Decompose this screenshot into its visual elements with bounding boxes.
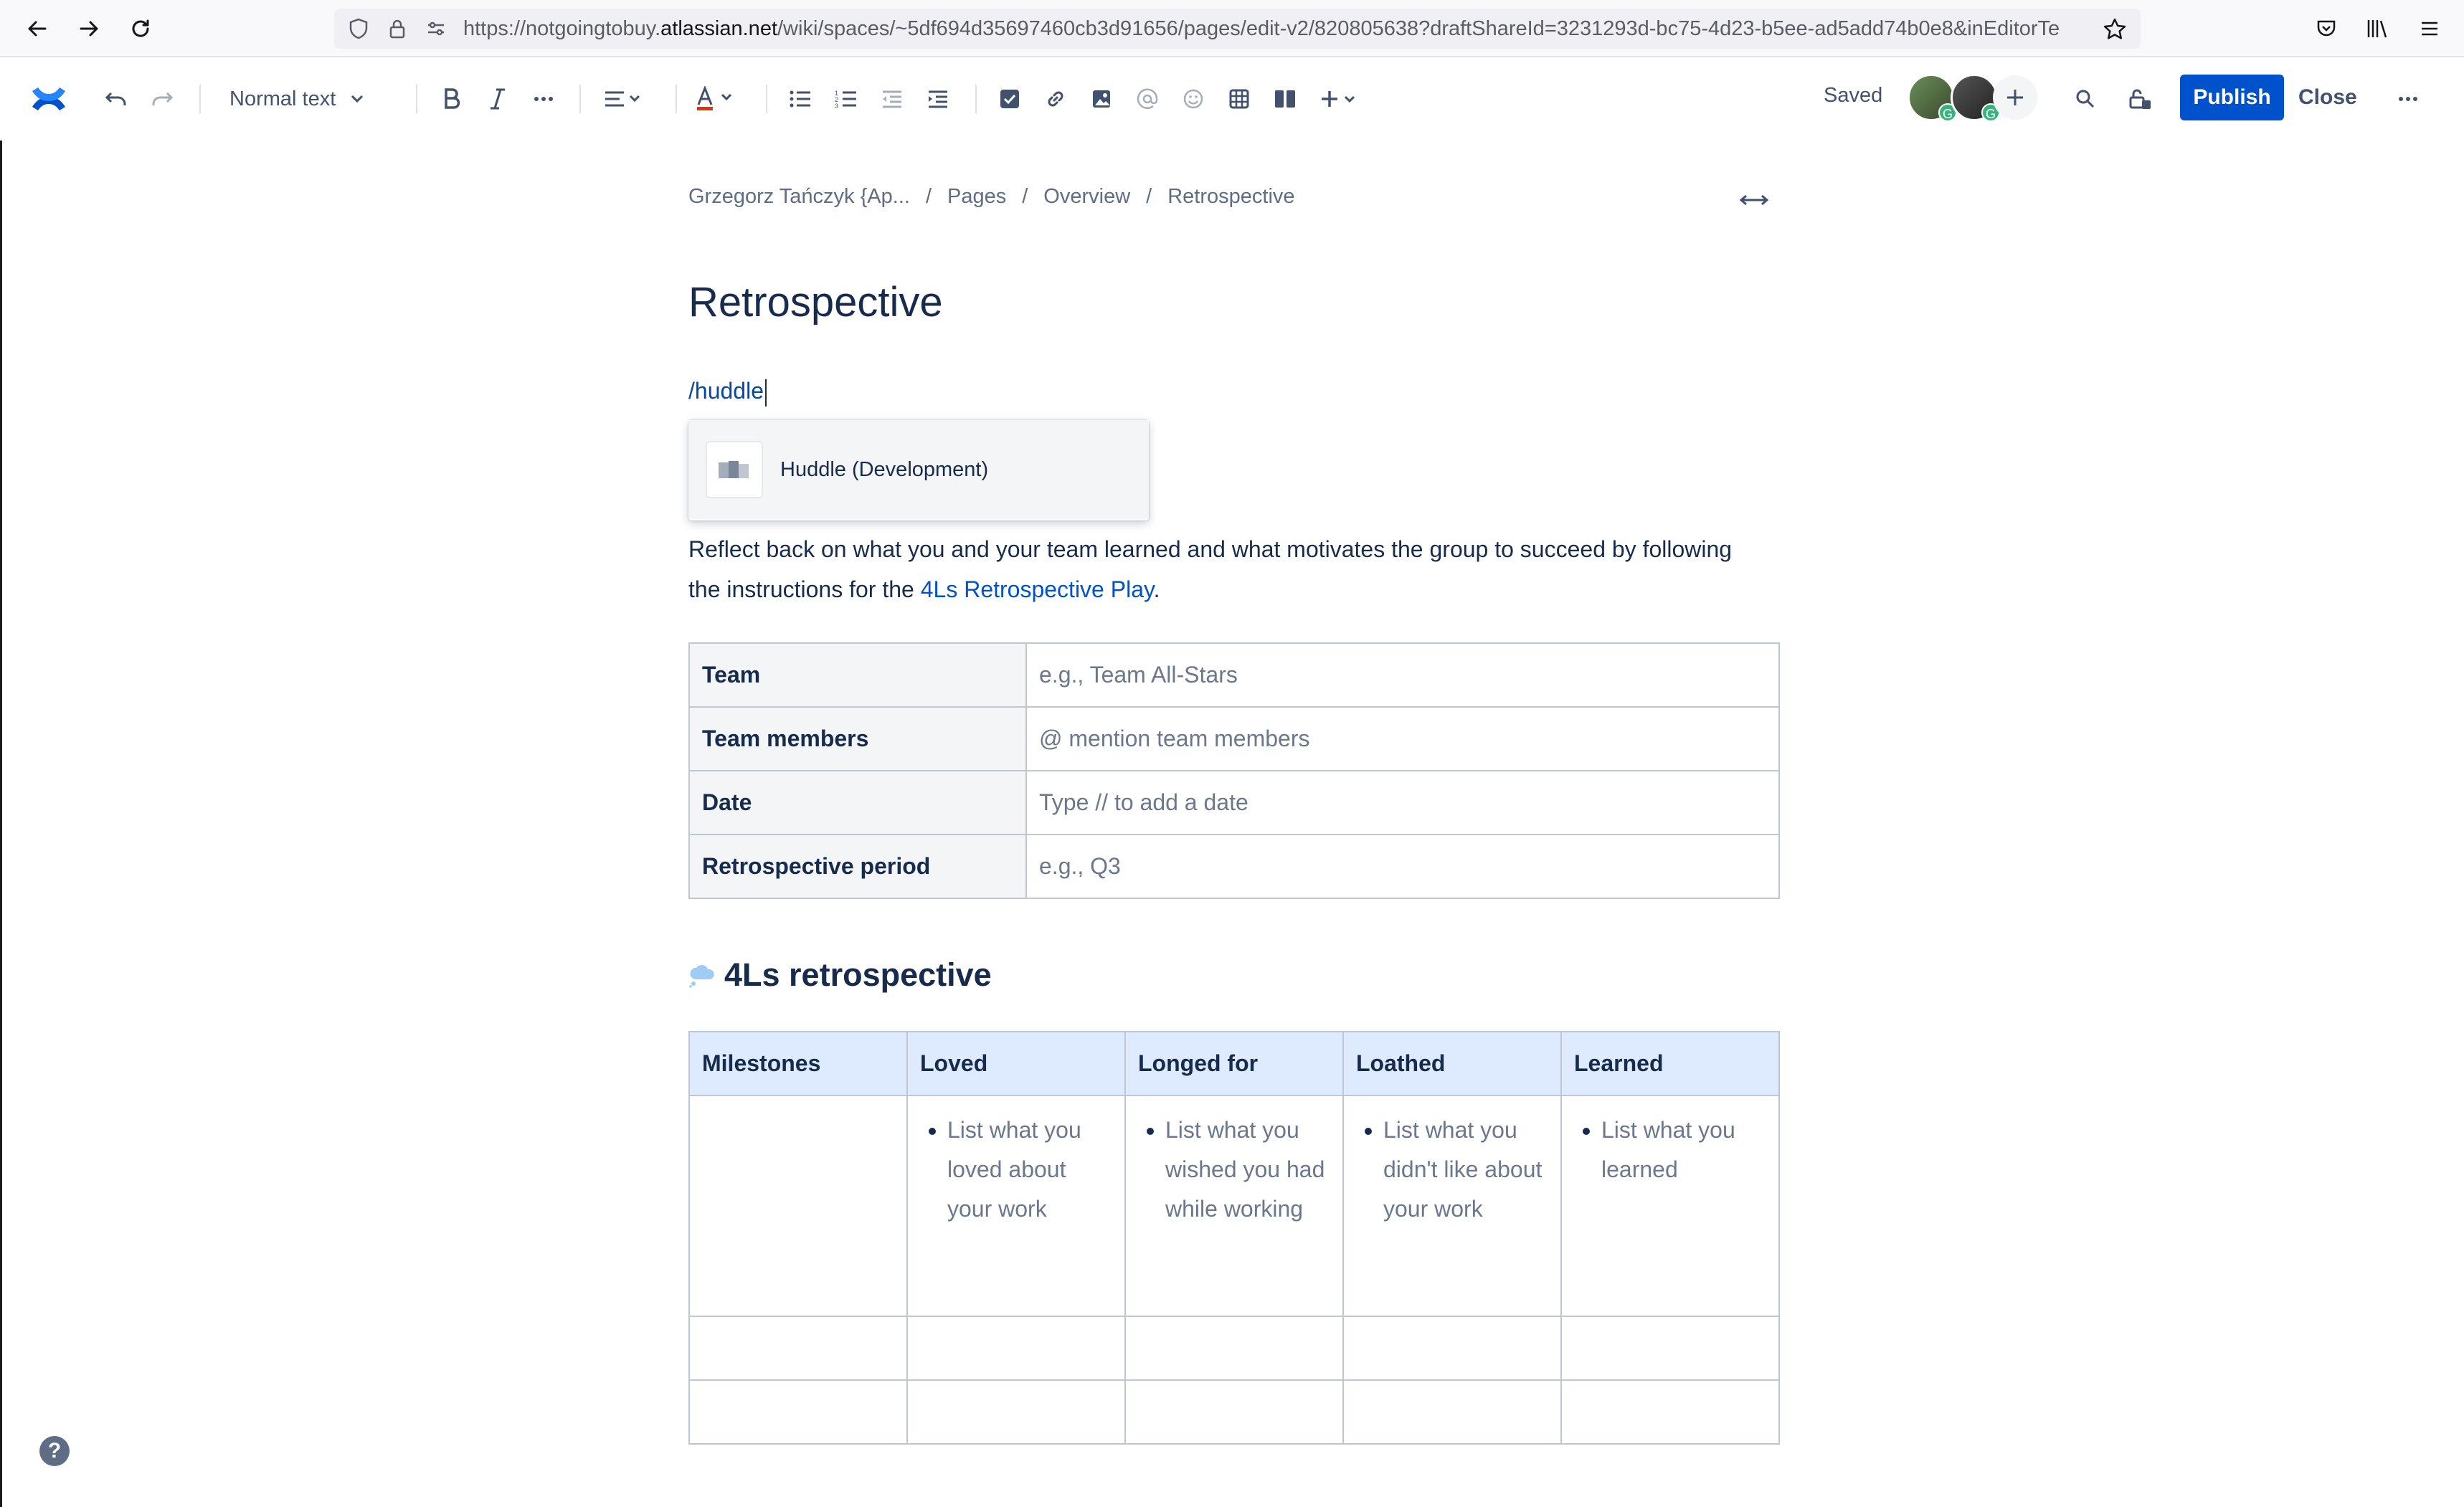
breadcrumb-separator: /: [925, 185, 932, 208]
table-cell[interactable]: [689, 1316, 907, 1380]
library-icon[interactable]: [2362, 13, 2394, 44]
find-replace-icon[interactable]: [2070, 80, 2101, 118]
page-title[interactable]: Retrospective: [688, 279, 943, 325]
text-caret: [765, 379, 767, 407]
outdent-icon[interactable]: [876, 80, 908, 118]
fourls-table: [688, 1031, 1780, 1445]
table-row: [689, 771, 1779, 835]
pocket-icon[interactable]: [2311, 13, 2342, 44]
undo-icon[interactable]: [100, 80, 132, 118]
permissions-icon[interactable]: [425, 17, 447, 40]
table-row: [689, 835, 1779, 898]
slash-command-input[interactable]: [688, 378, 767, 407]
table-cell[interactable]: [1343, 1380, 1561, 1444]
table-icon[interactable]: [1223, 80, 1255, 118]
redo-icon[interactable]: [146, 80, 178, 118]
table-header-cell[interactable]: Retrospective period: [689, 835, 1026, 898]
text-style-dropdown[interactable]: [229, 80, 364, 118]
shield-icon[interactable]: [347, 17, 370, 40]
table-row: [689, 1316, 1779, 1380]
table-header-cell[interactable]: Team: [689, 643, 1026, 707]
toolbar-divider: [676, 85, 677, 113]
retrospective-play-link[interactable]: 4Ls Retrospective Play: [920, 576, 1154, 602]
table-header-cell[interactable]: Team members: [689, 707, 1026, 771]
table-cell[interactable]: [689, 1095, 907, 1316]
breadcrumb-item[interactable]: Retrospective: [1167, 185, 1295, 208]
url-prefix: https://notgoingtobuy.: [463, 17, 661, 40]
forward-icon[interactable]: [73, 13, 105, 44]
breadcrumb-item[interactable]: Pages: [947, 185, 1007, 208]
intro-text: Reflect back on what you and your team learned and what motivates the group to succeed by following the instructions for the: [688, 536, 1733, 602]
lock-icon[interactable]: [386, 17, 409, 40]
table-row: [689, 1095, 1779, 1316]
toolbar-divider: [416, 85, 417, 113]
column-header[interactable]: Milestones: [689, 1032, 907, 1095]
insert-more-icon[interactable]: [1317, 80, 1363, 118]
publish-button[interactable]: Publish: [2180, 75, 2284, 120]
list-item: • List what you wished you had while working: [1165, 1111, 1330, 1229]
text-color-icon[interactable]: [691, 80, 741, 118]
plus-icon: [2004, 87, 2026, 108]
italic-icon[interactable]: [482, 80, 513, 118]
url-suffix: /wiki/spaces/~5df694d35697460cb3d91656/pages/edit-v2/820805638?draftShareId=3231293d-bc75-4d23-b5ee-ad5add74b0e8&inEditorTe: [777, 17, 2060, 40]
avatar[interactable]: [1951, 74, 1998, 121]
bold-icon[interactable]: [436, 80, 468, 118]
table-cell[interactable]: Type // to add a date: [1026, 771, 1779, 835]
bookmark-star-icon[interactable]: [2103, 17, 2126, 40]
list-item: • List what you didn't like about your work: [1383, 1111, 1548, 1229]
svg-text:1: 1: [835, 90, 839, 97]
list-item: • List what you learned: [1601, 1111, 1766, 1189]
breadcrumb-item[interactable]: Grzegorz Tańczyk {Ap...: [688, 185, 910, 208]
breadcrumb-item[interactable]: Overview: [1043, 185, 1131, 208]
breadcrumb-separator: /: [1146, 185, 1152, 208]
toolbar-divider: [766, 85, 767, 113]
action-item-icon[interactable]: [994, 80, 1025, 118]
typeahead-item-huddle[interactable]: [688, 420, 1149, 519]
indent-icon[interactable]: [922, 80, 954, 118]
table-cell[interactable]: [1125, 1380, 1343, 1444]
text-style-label: Normal text: [229, 87, 336, 110]
breadcrumb-separator: /: [1022, 185, 1028, 208]
svg-text:2: 2: [835, 96, 839, 103]
numbered-list-icon[interactable]: [830, 80, 862, 118]
table-cell[interactable]: [689, 1380, 907, 1444]
url-bar[interactable]: [334, 9, 2141, 49]
help-label: ?: [47, 1439, 62, 1463]
intro-period: .: [1153, 576, 1160, 602]
window-edge: [0, 57, 2, 1507]
restrictions-lock-icon[interactable]: [2124, 80, 2156, 118]
menu-icon[interactable]: [2414, 13, 2445, 44]
list-item: • List what you loved about your work: [947, 1111, 1112, 1229]
table-cell[interactable]: @ mention team members: [1026, 707, 1779, 771]
svg-text:3: 3: [835, 103, 839, 109]
section-heading[interactable]: [688, 956, 992, 994]
browser-toolbar: [0, 0, 2464, 57]
table-cell[interactable]: [1561, 1095, 1779, 1316]
huddle-app-icon: [706, 441, 763, 498]
breadcrumb: [688, 185, 1295, 209]
chevron-down-icon: [350, 94, 364, 104]
alignment-dropdown-icon[interactable]: [600, 80, 650, 118]
toolbar-divider: [975, 85, 977, 113]
typeahead-item-label: Huddle (Development): [780, 457, 989, 481]
full-width-toggle-icon[interactable]: [1738, 189, 1770, 214]
more-formatting-icon[interactable]: [528, 80, 559, 118]
table-cell[interactable]: [1561, 1316, 1779, 1380]
intro-paragraph[interactable]: [688, 529, 1764, 609]
presence-badge: G: [1938, 103, 1957, 122]
more-actions-icon[interactable]: [2392, 80, 2424, 118]
image-icon[interactable]: [1086, 80, 1117, 118]
table-cell[interactable]: e.g., Q3: [1026, 835, 1779, 898]
table-cell[interactable]: [907, 1380, 1125, 1444]
toolbar-divider: [579, 85, 581, 113]
thought-balloon-icon: [688, 962, 716, 988]
table-cell[interactable]: [1343, 1095, 1561, 1316]
close-button[interactable]: Close: [2298, 85, 2357, 109]
typed-command-text: /huddle: [688, 378, 764, 404]
table-cell[interactable]: e.g., Team All-Stars: [1026, 643, 1779, 707]
typeahead-menu: [688, 420, 1149, 520]
table-header-cell[interactable]: Date: [689, 771, 1026, 835]
column-header[interactable]: Loved: [907, 1032, 1125, 1095]
invite-button[interactable]: [1993, 75, 2037, 120]
emoji-icon[interactable]: [1177, 80, 1209, 118]
table-cell[interactable]: [907, 1316, 1125, 1380]
bullet-list-icon[interactable]: [785, 80, 816, 118]
reload-icon[interactable]: [125, 13, 156, 44]
table-row: [689, 1380, 1779, 1444]
confluence-logo-icon[interactable]: [27, 80, 70, 118]
table-row: [689, 643, 1779, 707]
table-header-row: [689, 1032, 1779, 1095]
mention-icon[interactable]: [1132, 80, 1163, 118]
saved-status: Saved: [1824, 84, 1883, 107]
table-cell[interactable]: [1125, 1095, 1343, 1316]
section-heading-text: 4Ls retrospective: [724, 956, 992, 993]
table-cell[interactable]: [1343, 1316, 1561, 1380]
table-cell[interactable]: [1561, 1380, 1779, 1444]
presence-badge: G: [1981, 103, 2000, 122]
link-icon[interactable]: [1040, 80, 1071, 118]
toolbar-divider: [199, 85, 201, 113]
layouts-icon[interactable]: [1269, 80, 1301, 118]
url-text[interactable]: [463, 9, 2428, 49]
table-row: [689, 707, 1779, 771]
column-header[interactable]: Longed for: [1125, 1032, 1343, 1095]
table-cell[interactable]: [1125, 1316, 1343, 1380]
help-icon[interactable]: [39, 1436, 70, 1466]
avatar[interactable]: [1908, 74, 1955, 121]
url-domain: atlassian.net: [660, 17, 777, 40]
back-icon[interactable]: [22, 13, 53, 44]
info-table: [688, 642, 1780, 899]
column-header[interactable]: Learned: [1561, 1032, 1779, 1095]
column-header[interactable]: Loathed: [1343, 1032, 1561, 1095]
table-cell[interactable]: [907, 1095, 1125, 1316]
